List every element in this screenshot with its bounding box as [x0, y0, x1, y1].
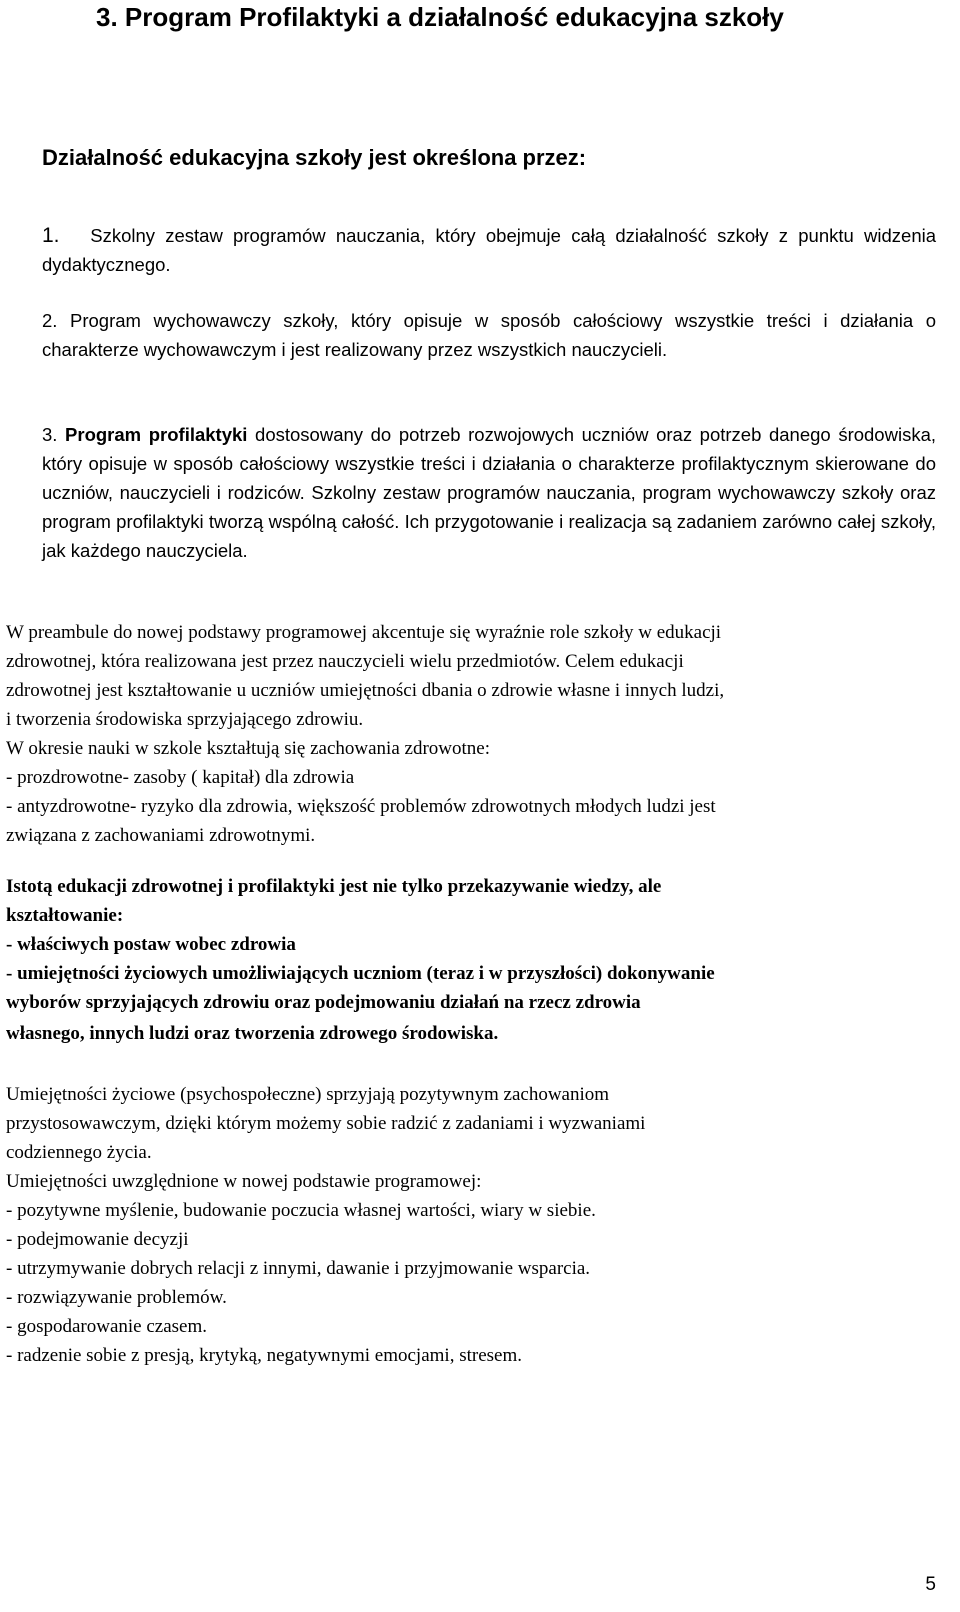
text-line: - pozytywne myślenie, budowanie poczucia własnej wartości, wiary w siebie.	[6, 1200, 596, 1221]
text-line: Umiejętności uwzględnione w nowej podstawie programowej:	[6, 1171, 482, 1192]
list-item-number: 2.	[42, 310, 58, 331]
bold-line: własnego, innych ludzi oraz tworzenia zdrowego środowiska.	[6, 1023, 499, 1044]
text-line: przystosowawczym, dzięki którym możemy sobie radzić z zadaniami i wyzwaniami	[6, 1113, 646, 1134]
essence-paragraph	[6, 872, 926, 1048]
list-item-text: Szkolny zestaw programów nauczania, który obejmuje całą działalność szkoły z punktu widzenia dydaktycznego.	[42, 225, 937, 275]
bold-line: - właściwych postaw wobec zdrowia	[6, 934, 296, 955]
bold-line: - umiejętności życiowych umożliwiających uczniom (teraz i w przyszłości) dokonywanie	[6, 963, 715, 984]
text-line: - rozwiązywanie problemów.	[6, 1287, 227, 1308]
text-line: Umiejętności życiowe (psychospołeczne) sprzyjają pozytywnym zachowaniom	[6, 1084, 610, 1105]
bold-line: wyborów sprzyjających zdrowiu oraz podejmowaniu działań na rzecz zdrowia	[6, 992, 641, 1013]
list-item-1	[42, 221, 936, 279]
list-item-number: 1.	[42, 224, 60, 247]
list-item-number: 3.	[42, 424, 58, 445]
text-line: - antyzdrowotne- ryzyko dla zdrowia, większość problemów zdrowotnych młodych ludzi jest	[6, 796, 716, 817]
text-line: - prozdrowotne- zasoby ( kapitał) dla zdrowia	[6, 767, 355, 788]
bold-line: kształtowanie:	[6, 905, 124, 926]
text-line: - utrzymywanie dobrych relacji z innymi, dawanie i przyjmowanie wsparcia.	[6, 1258, 591, 1279]
list-item-2	[42, 306, 936, 364]
text-line: codziennego życia.	[6, 1142, 152, 1163]
list-item-text: Program wychowawczy szkoły, który opisuje w sposób całościowy wszystkie treści i działania o charakterze wychowawczym i jest realizowany przez wszystkich nauczycieli.	[42, 310, 936, 360]
list-item-text: dostosowany do potrzeb rozwojowych uczniów oraz potrzeb danego środowiska, który opisuje w sposób całościowy wszystkie treści i działania o charakterze profilaktycznym skierowane do uczniów, nauczycieli i rodziców. Szkolny zestaw programów nauczania, program wychowawczy szkoły oraz program profilaktyki tworzą wspólną całość. Ich przygotowanie i realizacja są zadaniem zarówno całej szkoły, jak każdego nauczyciela.	[42, 424, 936, 561]
bold-line: Istotą edukacji zdrowotnej i profilaktyki jest nie tylko przekazywanie wiedzy, ale	[6, 876, 662, 897]
life-skills-paragraph	[6, 1080, 926, 1370]
text-line: - podejmowanie decyzji	[6, 1229, 189, 1250]
section-heading	[96, 0, 784, 34]
section-title: Program Profilaktyki a działalność edukacyjna szkoły	[124, 2, 784, 32]
text-line: - radzenie sobie z presją, krytyką, negatywnymi emocjami, stresem.	[6, 1345, 522, 1366]
text-line: związana z zachowaniami zdrowotnymi.	[6, 825, 316, 846]
text-line: W preambule do nowej podstawy programowej akcentuje się wyraźnie role szkoły w edukacji	[6, 622, 722, 643]
intro-subtitle: Działalność edukacyjna szkoły jest określona przez:	[42, 145, 587, 170]
list-item-3	[42, 420, 936, 565]
preamble-paragraph	[6, 618, 926, 850]
text-line: zdrowotnej, która realizowana jest przez nauczycieli wielu przedmiotów. Celem edukacji	[6, 651, 684, 672]
page-number: 5	[925, 1574, 936, 1595]
text-line: W okresie nauki w szkole kształtują się zachowania zdrowotne:	[6, 738, 490, 759]
text-line: - gospodarowanie czasem.	[6, 1316, 208, 1337]
text-line: i tworzenia środowiska sprzyjającego zdrowiu.	[6, 709, 364, 730]
text-line: zdrowotnej jest kształtowanie u uczniów umiejętności dbania o zdrowie własne i innych ludzi,	[6, 680, 725, 701]
list-item-bold-lead: Program profilaktyki	[65, 424, 248, 445]
section-number: 3.	[96, 2, 118, 32]
